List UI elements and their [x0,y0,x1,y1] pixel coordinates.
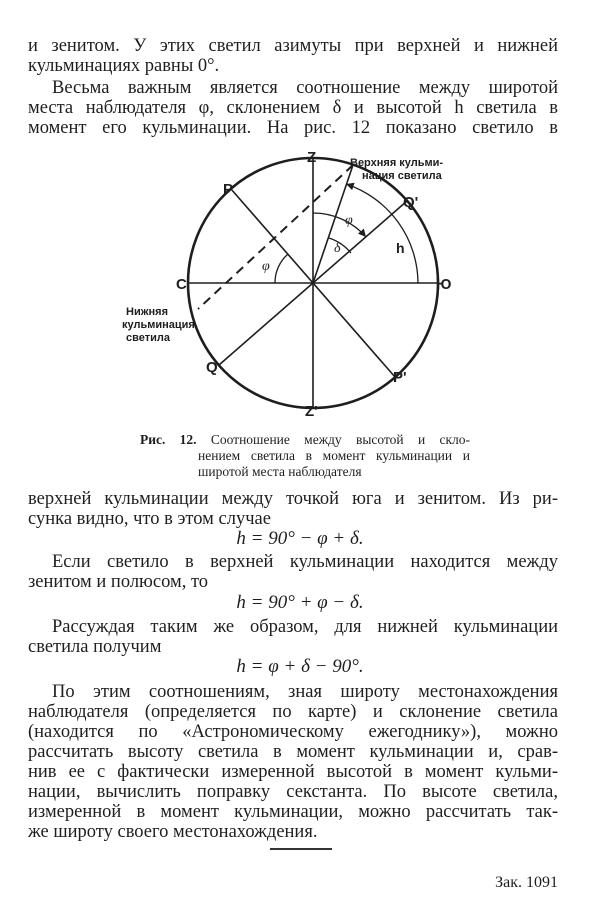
lower-culmination-label: светила [126,332,170,344]
upper-culmination-label: нация светила [362,170,442,182]
text-line: наблюдателя (определяется по карте) и склонение светила [28,702,558,722]
text-line: верхней кульминации между точкой юга и зенитом. Из ри- [28,489,558,509]
figure-number: Рис. 12. [140,432,197,447]
formula: h = 90° − φ + δ. [236,528,364,549]
label-nadir: Z' [305,403,318,420]
text-line: рассчитать высоту светила в момент кульминации и, срав- [28,742,558,762]
label-south: Ю [436,276,452,293]
lower-culmination-label: Нижняя [126,306,168,318]
text-line: зенитом и полюсом, то [28,572,209,592]
label-zenith: Z [307,150,317,166]
caption-text: Соотношение между высотой и скло- [210,432,470,447]
lower-culmination-label: кульминация [122,319,195,331]
text-line: же широту своего местонахождения. [28,822,318,842]
label-delta: δ [334,241,341,256]
label-equator-south: Q [206,359,218,376]
text-line: места наблюдателя φ, склонением δ и высотой h светила в [28,98,558,118]
label-north: С [176,276,187,293]
upper-culmination-label: Верхняя кульми- [350,157,444,169]
text-line: Весьма важным является соотношение между широтой [52,78,558,98]
label-pole: P [223,181,234,198]
figure-caption-line [140,432,470,448]
section-divider [270,848,332,850]
text-line: и зенитом. У этих светил азимуты при верхней и нижней [28,36,558,56]
text-line: По этим соотношениям, зная широту местонахождения [52,682,558,702]
phi-arc-right [313,213,366,237]
text-line: нации, вычислить поправку секстанта. По высоте светила, [28,782,558,802]
text-line: момент его кульминации. На рис. 12 показано светило в [28,118,558,138]
printing-order-note: Зак. 1091 [495,874,558,891]
label-equator-north: Q' [403,194,419,211]
formula: h = φ + δ − 90°. [236,656,364,677]
formula: h = 90° + φ − δ. [236,592,364,613]
text-line: Если светило в верхней кульминации находится между [52,552,558,572]
label-pole-south: P' [393,369,407,386]
text-line: (находится по «Астрономическому ежегоднику»), можно [28,722,558,742]
text-line: Рассуждая таким же образом, для нижней кульминации [52,617,558,637]
culmination-dashed-line [198,165,353,309]
text-line: нив ее с фактически измеренной высотой в момент кульми- [28,762,558,782]
text-line: светила получим [28,637,162,657]
figure-caption-line: нением светила в момент кульминации и [198,448,470,463]
celestial-sphere-diagram [0,150,600,425]
text-line: измеренной в момент кульминации, можно рассчитать так- [28,802,558,822]
label-h: h [396,240,405,256]
phi-arc-left [275,254,288,283]
figure-caption-line: широтой места наблюдателя [198,464,362,479]
text-line: сунка видно, что в этом случае [28,509,271,529]
text-line: кульминациях равны 0°. [28,56,220,76]
label-phi-left: φ [262,259,270,274]
label-phi-right: φ [345,213,353,228]
